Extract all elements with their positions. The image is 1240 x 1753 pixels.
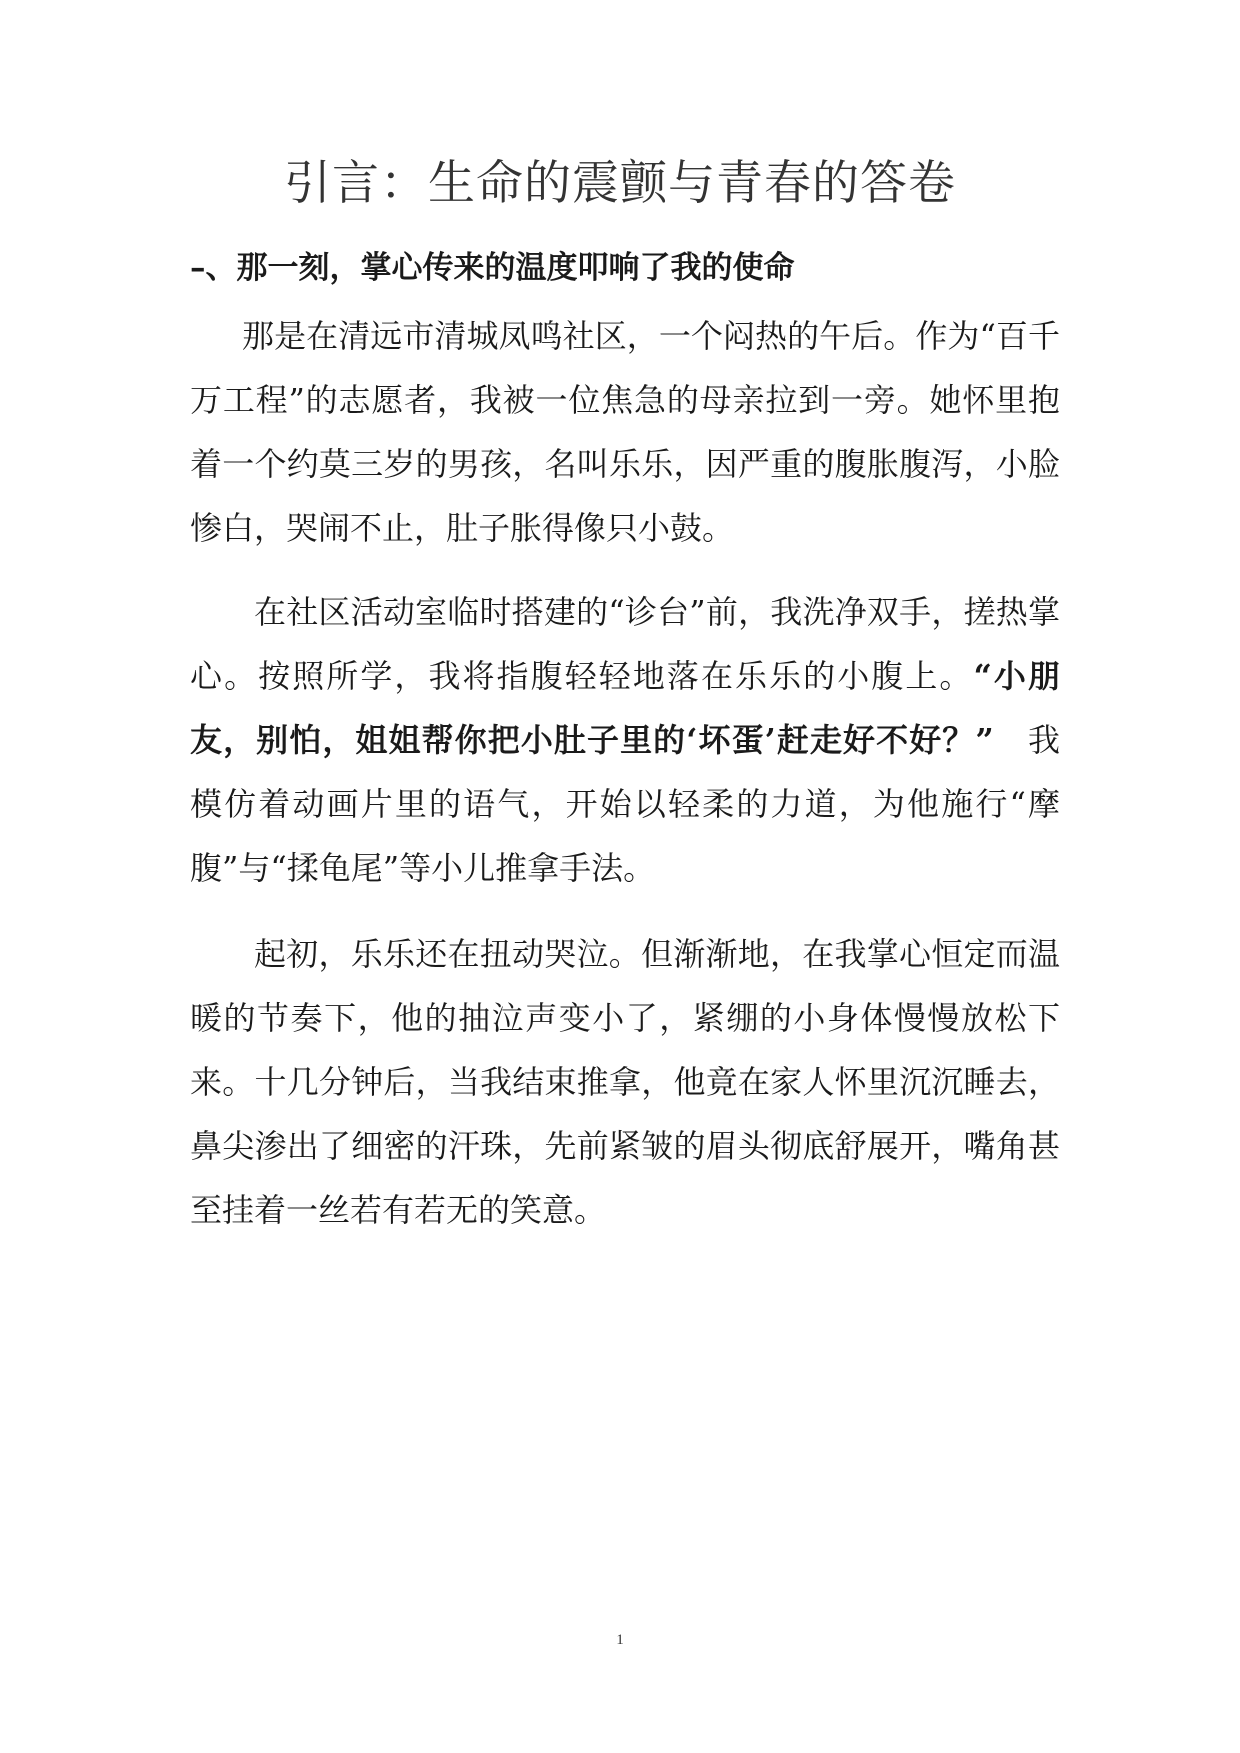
paragraph-2-text-after: 我模仿着动画片里的语气，开始以轻柔的力道，为他施行“摩腹”与“揉龟尾”等小儿推拿手法。 [190, 721, 1060, 887]
paragraph-2-text-before: 在社区活动室临时搭建的“诊台”前，我洗净双手，搓热掌心。按照所学，我将指腹轻轻地落在乐乐的小腹上。 [190, 593, 1060, 695]
paragraph-1: 那是在清远市清城凤鸣社区，一个闷热的午后。作为“百千万工程”的志愿者，我被一位焦急的母亲拉到一旁。她怀里抱着一个约莫三岁的男孩，名叫乐乐，因严重的腹胀腹泻，小脸惨白，哭闹不止，肚子胀得像只小鼓。 [190, 317, 1060, 547]
page-number: 1 [616, 1632, 624, 1648]
section-heading: –、那一刻，掌心传来的温度叩响了我的使命 [190, 250, 795, 286]
quoted-speech: “小朋友，别怕，姐姐帮你把小肚子里的‘坏蛋’赶走好不好？” [190, 657, 1060, 759]
document-title: 引言：生命的震颤与青春的答卷 [284, 156, 956, 211]
paragraph-3: 起初，乐乐还在扭动哭泣。但渐渐地，在我掌心恒定而温暖的节奏下，他的抽泣声变小了，紧绷的小身体慢慢放松下来。十几分钟后，当我结束推拿，他竟在家人怀里沉沉睡去，鼻尖渗出了细密的汗珠，先前紧皱的眉头彻底舒展开，嘴角甚至挂着一丝若有若无的笑意。 [190, 935, 1060, 1229]
paragraph-2 [190, 580, 1060, 900]
